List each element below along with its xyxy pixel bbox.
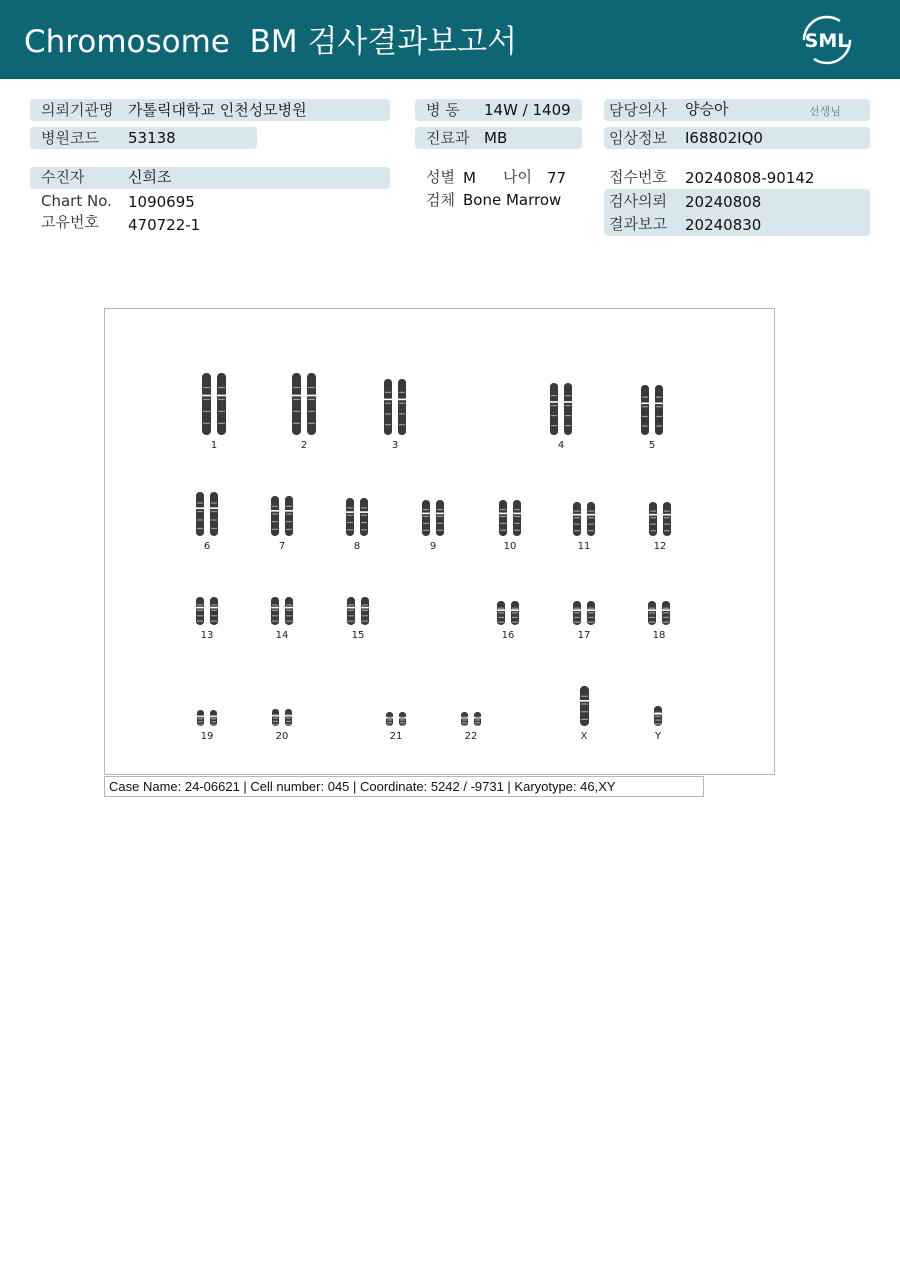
chromosome-pair bbox=[420, 499, 446, 537]
receipt-label: 접수번호 bbox=[609, 168, 667, 186]
age-value: 77 bbox=[547, 169, 567, 187]
report-label: 결과보고 bbox=[609, 215, 667, 233]
report-header bbox=[0, 0, 900, 79]
id-value: 470722-1 bbox=[128, 216, 201, 234]
chromosome-label: 18 bbox=[652, 630, 666, 641]
hospital-code-label: 병원코드 bbox=[41, 129, 99, 147]
clinical-value: I68802IQ0 bbox=[685, 129, 763, 147]
id-label: 고유번호 bbox=[41, 213, 99, 231]
chromosome-label: 7 bbox=[278, 541, 286, 552]
sex-value: M bbox=[463, 169, 476, 187]
chromosome-label: Y bbox=[654, 731, 662, 742]
chromosome-pair bbox=[384, 711, 408, 727]
ward-value: 14W / 1409 bbox=[484, 101, 571, 119]
receipt-value: 20240808-90142 bbox=[685, 169, 815, 187]
chromosome-pair bbox=[647, 501, 673, 537]
ward-label: 병 동 bbox=[426, 101, 460, 119]
chromosome-pair bbox=[269, 596, 295, 626]
institution-value: 가톨릭대학교 인천성모병원 bbox=[128, 101, 307, 119]
chromosome-label: 4 bbox=[557, 440, 565, 451]
chromosome-label: 1 bbox=[210, 440, 218, 451]
chromosome-pair bbox=[548, 382, 574, 436]
age-label: 나이 bbox=[503, 168, 532, 186]
chromosome-label: 5 bbox=[648, 440, 656, 451]
chromosome-label: X bbox=[580, 731, 588, 742]
sex-label: 성별 bbox=[426, 168, 455, 186]
chromosome-label: 3 bbox=[391, 440, 399, 451]
chromosome-label: 13 bbox=[200, 630, 214, 641]
chromosome-pair bbox=[345, 596, 371, 626]
report-title: Chromosome BM 검사결과보고서 bbox=[24, 24, 518, 60]
chromosome-pair bbox=[495, 600, 521, 626]
sml-logo bbox=[800, 14, 854, 66]
doctor-label: 담당의사 bbox=[609, 101, 667, 119]
specimen-label: 검체 bbox=[426, 191, 455, 209]
chromosome-label: 19 bbox=[200, 731, 214, 742]
chromosome-pair bbox=[200, 372, 228, 436]
institution-label: 의뢰기관명 bbox=[41, 101, 114, 119]
patient-name: 신희조 bbox=[128, 168, 172, 186]
doctor-suffix: 선생님 bbox=[809, 105, 841, 118]
chromosome-label: 12 bbox=[653, 541, 667, 552]
clinical-label: 임상정보 bbox=[609, 129, 667, 147]
chromosome-label: 9 bbox=[429, 541, 437, 552]
hospital-code-value: 53138 bbox=[128, 129, 176, 147]
chromosome-pair bbox=[571, 600, 597, 626]
chromosome-label: 14 bbox=[275, 630, 289, 641]
chart-no-value: 1090695 bbox=[128, 193, 195, 211]
chromosome-pair bbox=[270, 708, 294, 727]
chromosome-label: 10 bbox=[503, 541, 517, 552]
chromosome-pair bbox=[571, 501, 597, 537]
chromosome-pair bbox=[497, 499, 523, 537]
chromosome-pair bbox=[651, 705, 665, 727]
chromosome-label: 16 bbox=[501, 630, 515, 641]
karyotype-caption: Case Name: 24-06621 | Cell number: 045 | Coordinate: 5242 / -9731 | Karyotype: 46,XY bbox=[104, 776, 704, 797]
chromosome-pair bbox=[195, 709, 219, 727]
chromosome-pair bbox=[646, 600, 672, 626]
chromosome-label: 15 bbox=[351, 630, 365, 641]
chromosome-label: 22 bbox=[464, 731, 478, 742]
doctor-value: 양승아 bbox=[685, 100, 729, 118]
chart-no-label: Chart No. bbox=[41, 192, 112, 210]
request-value: 20240808 bbox=[685, 193, 762, 211]
chromosome-pair bbox=[382, 378, 408, 436]
patient-label: 수진자 bbox=[41, 168, 85, 186]
chromosome-pair bbox=[290, 372, 318, 436]
chromosome-label: 17 bbox=[577, 630, 591, 641]
chromosome-pair bbox=[344, 497, 370, 537]
chromosome-pair bbox=[269, 495, 295, 537]
dept-value: MB bbox=[484, 129, 508, 147]
request-label: 검사의뢰 bbox=[609, 192, 667, 210]
logo-text: SML bbox=[804, 30, 850, 52]
dept-label: 진료과 bbox=[426, 129, 470, 147]
chromosome-label: 8 bbox=[353, 541, 361, 552]
chromosome-pair bbox=[194, 596, 220, 626]
chromosome-pair bbox=[639, 384, 665, 436]
chromosome-pair bbox=[459, 711, 483, 727]
chromosome-label: 20 bbox=[275, 731, 289, 742]
chromosome-label: 6 bbox=[203, 541, 211, 552]
chromosome-pair bbox=[194, 491, 220, 537]
specimen-value: Bone Marrow bbox=[463, 191, 562, 209]
karyotype-image bbox=[104, 308, 775, 775]
chromosome-pair bbox=[577, 685, 592, 727]
report-value: 20240830 bbox=[685, 216, 762, 234]
chromosome-label: 2 bbox=[300, 440, 308, 451]
chromosome-label: 21 bbox=[389, 731, 403, 742]
chromosome-label: 11 bbox=[577, 541, 591, 552]
